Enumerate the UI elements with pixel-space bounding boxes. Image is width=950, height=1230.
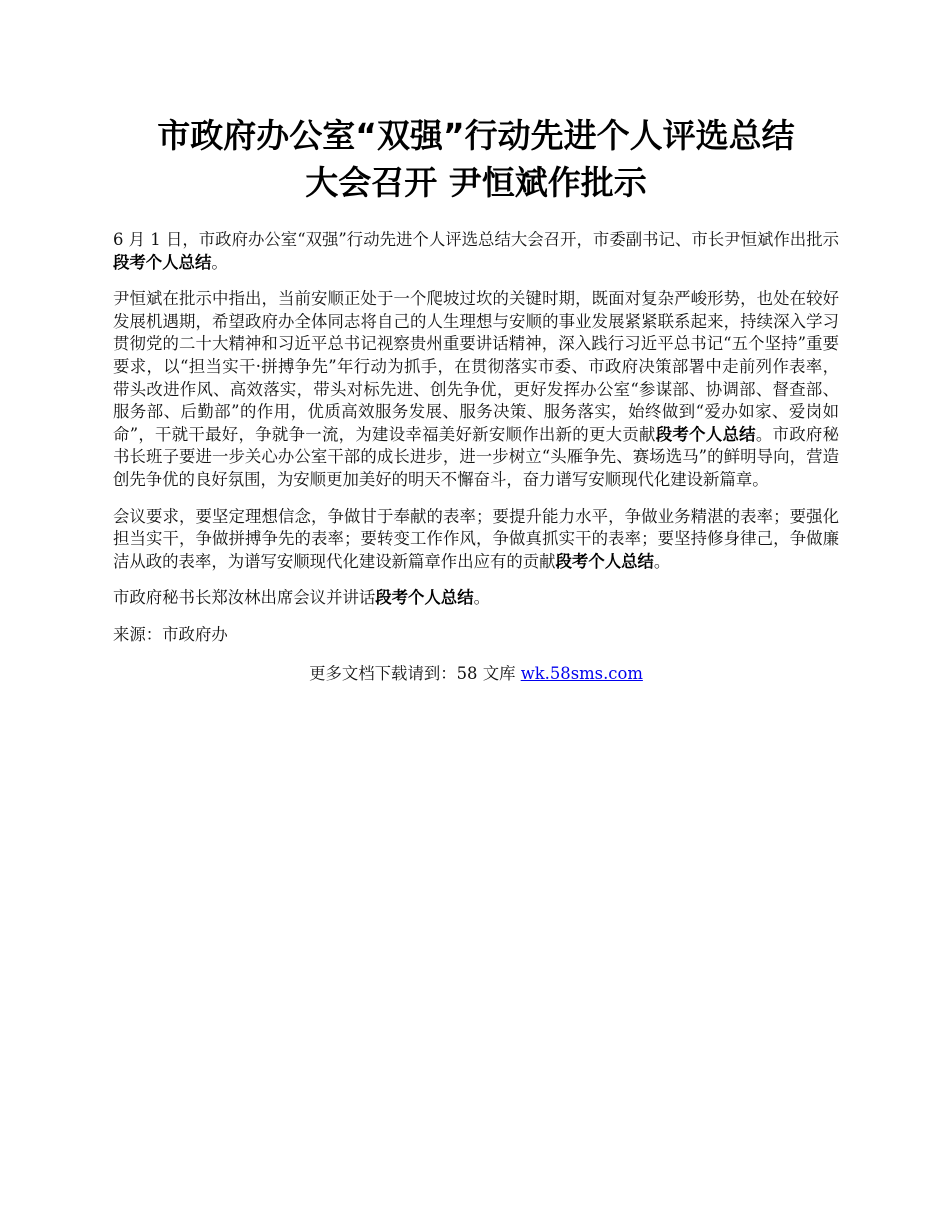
- paragraph-source: [113, 624, 839, 647]
- keyword-highlight: 段考个人总结: [555, 551, 654, 571]
- requirements-text: 会议要求，要坚定理想信念，争做甘于奉献的表率；要提升能力水平，争做业务精湛的表率；要强化担当实干，争做拼搏争先的表率；要转变工作作风，争做真抓实干的表率；要坚持修身律己，争做廉洁从政的表率，为谱写安顺现代化建设新篇章作出应有的贡献: [113, 506, 839, 571]
- requirements-tail: 。: [653, 551, 671, 571]
- source-text: 来源：市政府办: [113, 624, 228, 644]
- paragraph-requirements: [113, 506, 839, 574]
- attendance-tail: 。: [473, 588, 490, 608]
- document-title: [113, 112, 839, 206]
- instructions-text-b: 。市政府秘书长班子要进一步关心办公室干部的成长进步，进一步树立“头雁争先、赛场选马”的鲜明导向，营造创先争优的良好氛围，为安顺更加美好的明天不懈奋斗，奋力谱写安顺现代化建设新篇章。: [113, 424, 840, 489]
- intro-text: 6 月 1 日，市政府办公室“双强”行动先进个人评选总结大会召开，市委副书记、市长尹恒斌作出批示: [113, 230, 839, 249]
- keyword-highlight: 段考个人总结: [113, 252, 212, 272]
- title-line-1: 市政府办公室“双强”行动先进个人评选总结: [157, 116, 795, 155]
- paragraph-instructions: [113, 288, 839, 491]
- title-line-2: 大会召开 尹恒斌作批示: [305, 163, 647, 202]
- download-link[interactable]: wk.58sms.com: [520, 663, 643, 683]
- download-footer: [113, 663, 839, 685]
- paragraph-attendance: [113, 587, 839, 610]
- document-page: [113, 112, 839, 685]
- keyword-highlight: 段考个人总结: [375, 588, 474, 608]
- attendance-text: 市政府秘书长郑汝林出席会议并讲话: [113, 588, 376, 608]
- paragraph-intro: [113, 229, 839, 274]
- instructions-text-a: 尹恒斌在批示中指出，当前安顺正处于一个爬坡过坎的关键时期，既面对复杂严峻形势，也处在较好发展机遇期，希望政府办全体同志将自己的人生理想与安顺的事业发展紧紧联系起来，持续深入学习贯彻党的二十大精神和习近平总书记视察贵州重要讲话精神，深入践行习近平总书记“五个坚持”重要要求，以“担当实干·拼搏争先”年行动为抓手，在贯彻落实市委、市政府决策部署中走前列作表率，带头改进作风、高效落实，带头对标先进、创先争优，更好发挥办公室“参谋部、协调部、督查部、服务部、后勤部”的作用，优质高效服务发展、服务决策、服务落实，始终做到“爱办如家、爱岗如命”，干就干最好，争就争一流，为建设幸福美好新安顺作出新的更大贡献: [113, 289, 839, 444]
- keyword-highlight: 段考个人总结: [655, 424, 756, 444]
- footer-text: 更多文档下载请到：58 文库: [309, 663, 521, 683]
- intro-tail: 。: [211, 252, 228, 272]
